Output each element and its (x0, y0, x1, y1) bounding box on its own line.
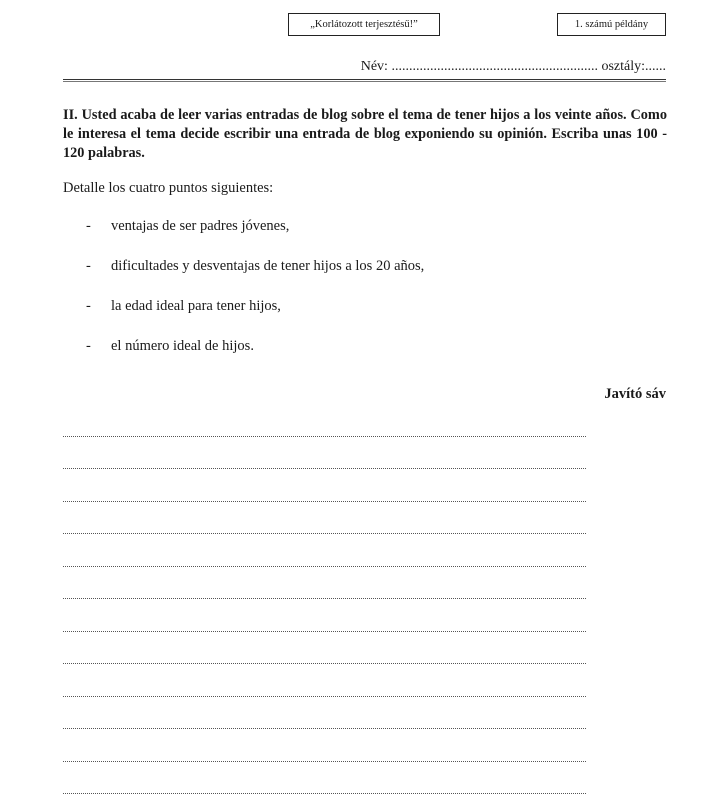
writing-line[interactable] (63, 762, 586, 795)
writing-line[interactable] (63, 729, 586, 762)
bullet-dash: - (86, 258, 91, 274)
list-item (86, 298, 424, 338)
name-class-line: Név: ........................................................... osztály:...... (360, 59, 666, 74)
writing-line[interactable] (63, 632, 586, 665)
bullet-dash: - (86, 298, 91, 314)
header-rule (63, 79, 666, 82)
writing-line[interactable] (63, 664, 586, 697)
task-intro: Detalle los cuatro puntos siguientes: (63, 180, 274, 196)
writing-line[interactable] (63, 502, 586, 535)
bullet-dash: - (86, 338, 91, 354)
points-list (86, 218, 424, 378)
grading-strip-label: Javító sáv (604, 386, 666, 402)
writing-line[interactable] (63, 599, 586, 632)
writing-line[interactable] (63, 697, 586, 730)
bullet-dash: - (86, 218, 91, 234)
writing-line[interactable] (63, 437, 586, 470)
copy-number-label: 1. számú példány (557, 13, 666, 36)
writing-line[interactable] (63, 534, 586, 567)
writing-line[interactable] (63, 567, 586, 600)
list-item (86, 258, 424, 298)
point-text: el número ideal de hijos. (111, 338, 254, 354)
task-instruction: II. Usted acaba de leer varias entradas de blog sobre el tema de tener hijos a los veinte años. Como le interesa el tema decide escribir una entrada de blog exponiendo su opinión. Escriba unas 100 - 120 palabras. (63, 107, 667, 161)
point-text: la edad ideal para tener hijos, (111, 298, 281, 314)
writing-area[interactable] (63, 404, 586, 794)
writing-line[interactable] (63, 469, 586, 502)
point-text: ventajas de ser padres jóvenes, (111, 218, 290, 234)
list-item (86, 218, 424, 258)
point-text: dificultades y desventajas de tener hijos a los 20 años, (111, 258, 425, 274)
list-item (86, 338, 424, 378)
writing-line[interactable] (63, 404, 586, 437)
restricted-distribution-label: „Korlátozott terjesztésű!” (288, 13, 440, 36)
